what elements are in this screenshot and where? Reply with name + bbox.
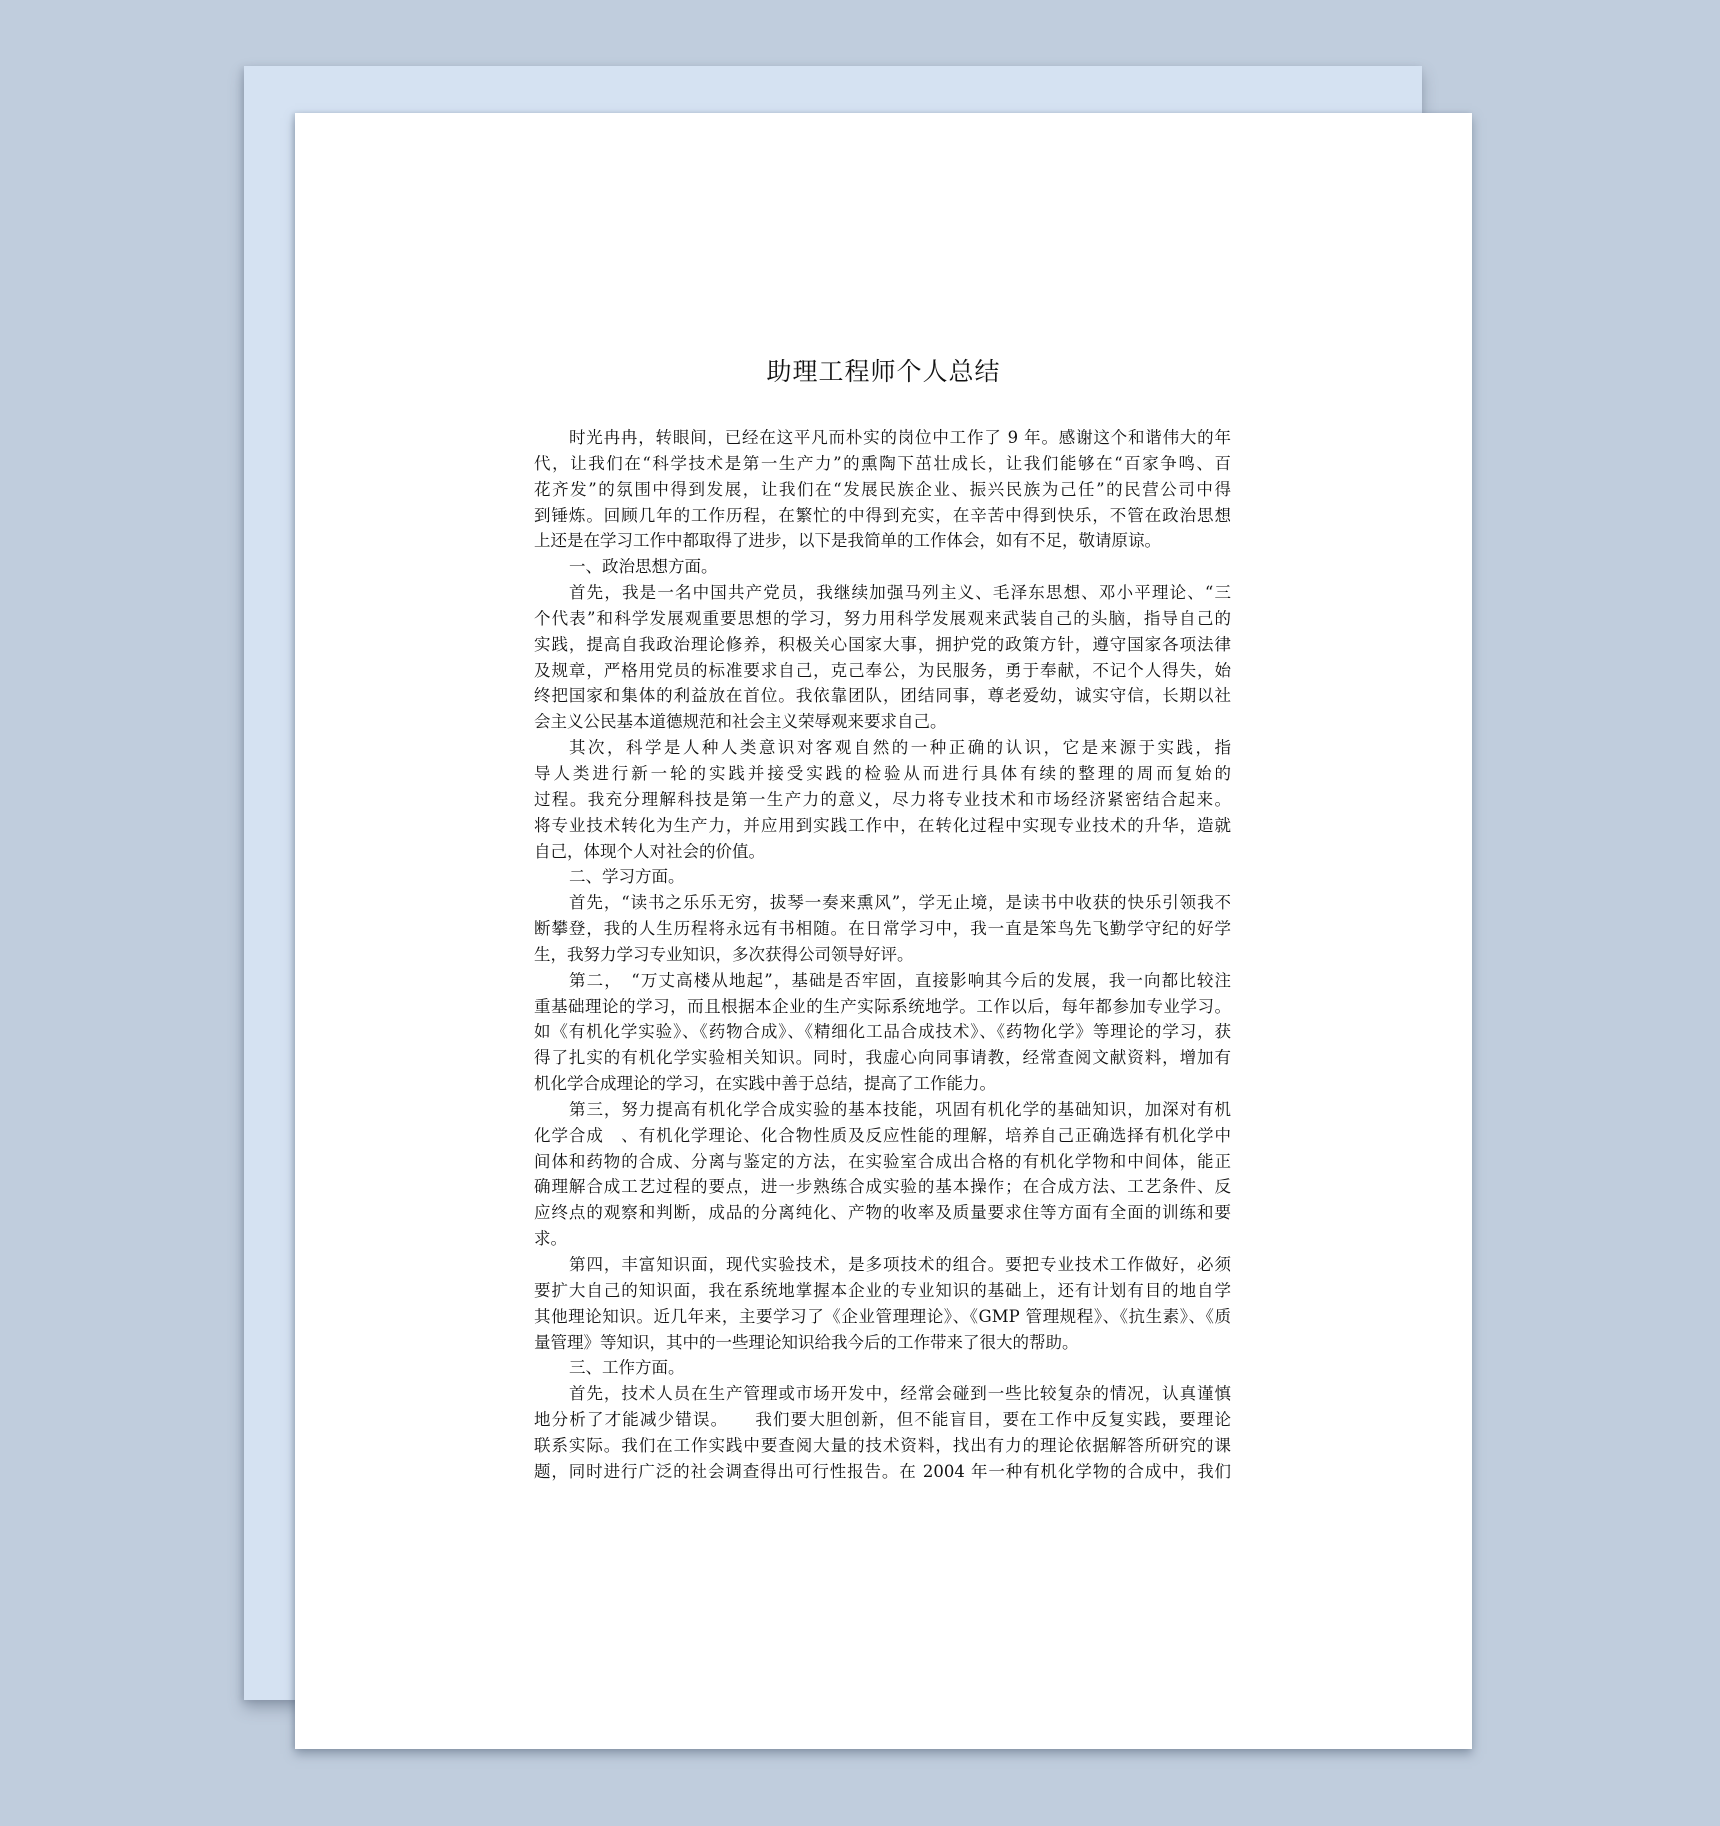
text-line: 机化学合成理论的学习，在实践中善于总结，提高了工作能力。	[534, 1074, 996, 1094]
paragraph	[534, 580, 1231, 735]
text-line: 将专业技术转化为生产力，并应用到实践工作中，在转化过程中实现专业技术的升华，造就	[534, 815, 1231, 835]
text-line: 其他理论知识。近几年来，主要学习了《企业管理理论》、《GMP 管理规程》、《抗生素》、《质	[534, 1306, 1231, 1326]
text-line: 确理解合成工艺过程的要点，进一步熟练合成实验的基本操作；在合成方法、工艺条件、反	[534, 1177, 1231, 1197]
text-line: 时光冉冉，转眼间，已经在这平凡而朴实的岗位中工作了 9 年。感谢这个和谐伟大的年	[569, 428, 1231, 447]
text-line: 实践，提高自我政治理论修养，积极关心国家大事，拥护党的政策方针，遵守国家各项法律	[534, 634, 1231, 654]
text-line: 得了扎实的有机化学实验相关知识。同时，我虚心向同事请教，经常查阅文献资料，增加有	[534, 1048, 1231, 1068]
text-line: 求。	[534, 1229, 567, 1249]
text-line: 花齐发”的氛围中得到发展，让我们在“发展民族企业、振兴民族为己任”的民营公司中得	[534, 479, 1231, 499]
text-line: 个代表”和科学发展观重要思想的学习，努力用科学发展观来武装自己的头脑，指导自己的	[534, 608, 1231, 628]
document-page	[295, 113, 1472, 1749]
text-line: 间体和药物的合成、分离与鉴定的方法，在实验室合成出合格的有机化学物和中间体，能正	[534, 1151, 1231, 1171]
text-line: 首先，我是一名中国共产党员，我继续加强马列主义、毛泽东思想、邓小平理论、“三	[569, 583, 1231, 603]
text-line: 要扩大自己的知识面，我在系统地掌握本企业的专业知识的基础上，还有计划有目的地自学	[534, 1280, 1231, 1300]
text-line: 上还是在学习工作中都取得了进步，以下是我简单的工作体会，如有不足，敬请原谅。	[534, 531, 1161, 551]
text-line: 断攀登，我的人生历程将永远有书相随。在日常学习中，我一直是笨鸟先飞勤学守纪的好学	[534, 919, 1231, 939]
text-line: 地分析了才能减少错误。 我们要大胆创新，但不能盲目，要在工作中反复实践，要理论	[534, 1410, 1231, 1430]
text-line: 三、工作方面。	[569, 1358, 685, 1378]
text-line: 终把国家和集体的利益放在首位。我依靠团队，团结同事，尊老爱幼，诚实守信，长期以社	[534, 686, 1231, 706]
text-line: 联系实际。我们在工作实践中要查阅大量的技术资料，找出有力的理论依据解答所研究的课	[534, 1435, 1231, 1455]
text-line: 一、政治思想方面。	[569, 557, 718, 577]
text-line: 生，我努力学习专业知识，多次获得公司领导好评。	[534, 944, 914, 964]
document-body	[534, 425, 1231, 1485]
section-heading	[534, 1355, 1231, 1381]
text-line: 重基础理论的学习，而且根据本企业的生产实际系统地学。工作以后，每年都参加专业学习。	[534, 996, 1231, 1016]
text-line: 会主义公民基本道德规范和社会主义荣辱观来要求自己。	[534, 712, 947, 732]
text-line: 如《有机化学实验》、《药物合成》、《精细化工品合成技术》、《药物化学》等理论的学习，获	[534, 1022, 1231, 1042]
paragraph	[534, 1252, 1231, 1355]
text-line: 第三，努力提高有机化学合成实验的基本技能，巩固有机化学的基础知识，加深对有机	[569, 1099, 1231, 1119]
text-line: 首先，技术人员在生产管理或市场开发中，经常会碰到一些比较复杂的情况，认真谨慎	[569, 1384, 1231, 1404]
paragraph	[534, 425, 1231, 554]
text-line: 首先，“读书之乐乐无穷，拔琴一奏来熏风”，学无止境，是读书中收获的快乐引领我不	[569, 893, 1231, 913]
document-title: 助理工程师个人总结	[766, 357, 1001, 386]
text-line: 第二， “万丈高楼从地起”，基础是否牢固，直接影响其今后的发展，我一向都比较注	[569, 970, 1231, 990]
text-line: 代，让我们在“科学技术是第一生产力”的熏陶下茁壮成长，让我们能够在“百家争鸣、百	[534, 453, 1231, 473]
text-line: 其次，科学是人种人类意识对客观自然的一种正确的认识，它是来源于实践，指	[569, 738, 1231, 758]
text-line: 到锤炼。回顾几年的工作历程，在繁忙的中得到充实，在辛苦中得到快乐，不管在政治思想	[534, 505, 1231, 525]
section-heading	[534, 554, 1231, 580]
text-line: 应终点的观察和判断，成品的分离纯化、产物的收率及质量要求住等方面有全面的训练和要	[534, 1203, 1231, 1223]
text-line: 题，同时进行广泛的社会调查得出可行性报告。在 2004 年一种有机化学物的合成中，我们	[534, 1461, 1231, 1481]
text-line: 量管理》等知识，其中的一些理论知识给我今后的工作带来了很大的帮助。	[534, 1332, 1079, 1352]
text-line: 第四，丰富知识面，现代实验技术，是多项技术的组合。要把专业技术工作做好，必须	[569, 1255, 1231, 1274]
paragraph	[534, 890, 1231, 968]
paragraph	[534, 1381, 1231, 1484]
text-line: 化学合成 、有机化学理论、化合物性质及反应性能的理解，培养自己正确选择有机化学中	[534, 1125, 1231, 1145]
text-line: 二、学习方面。	[569, 867, 685, 887]
text-line: 自己，体现个人对社会的价值。	[534, 841, 765, 861]
paragraph	[534, 735, 1231, 864]
text-line: 过程。我充分理解科技是第一生产力的意义，尽力将专业技术和市场经济紧密结合起来。	[534, 789, 1231, 809]
paragraph	[534, 968, 1231, 1097]
text-line: 及规章，严格用党员的标准要求自己，克己奉公，为民服务，勇于奉献，不记个人得失，始	[534, 660, 1231, 680]
text-line: 导人类进行新一轮的实践并接受实践的检验从而进行具体有续的整理的周而复始的	[534, 763, 1231, 783]
section-heading	[534, 864, 1231, 890]
paragraph	[534, 1097, 1231, 1252]
